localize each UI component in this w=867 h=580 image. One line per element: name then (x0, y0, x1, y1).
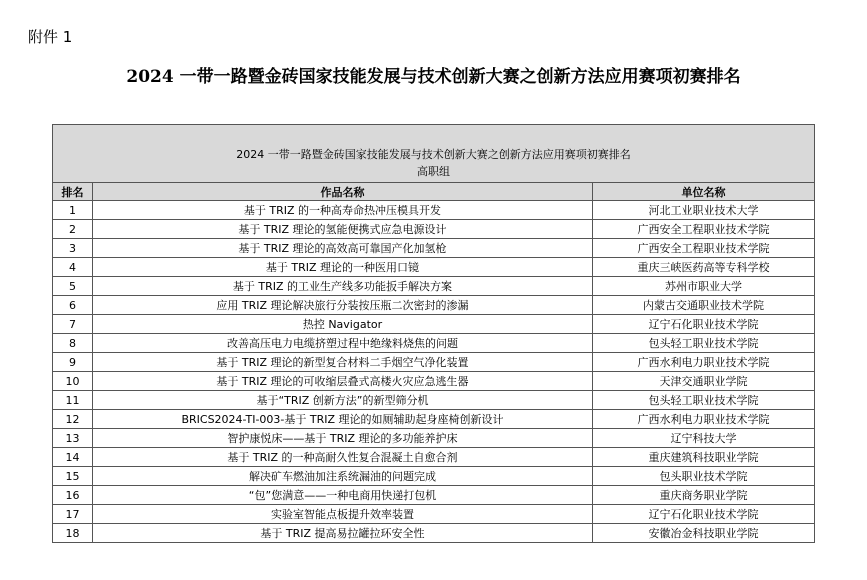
header-rank: 排名 (53, 183, 93, 201)
table-title: 2024 一带一路暨金砖国家技能发展与技术创新大赛之创新方法应用赛项初赛排名 (236, 148, 631, 161)
cell-unit-name: 重庆建筑科技职业学院 (593, 448, 815, 467)
table-row (53, 220, 815, 239)
cell-unit-name: 辽宁石化职业技术学院 (593, 505, 815, 524)
table-row (53, 372, 815, 391)
cell-rank: 16 (53, 486, 93, 505)
cell-work-name: 基于 TRIZ 理论的氢能便携式应急电源设计 (93, 220, 593, 239)
cell-unit-name: 包头轻工职业技术学院 (593, 391, 815, 410)
cell-rank: 17 (53, 505, 93, 524)
cell-rank: 1 (53, 201, 93, 220)
cell-work-name: 基于 TRIZ 的一种高寿命热冲压模具开发 (93, 201, 593, 220)
attachment-label: 附件 1 (28, 28, 73, 46)
table-row (53, 296, 815, 315)
cell-rank: 10 (53, 372, 93, 391)
cell-rank: 12 (53, 410, 93, 429)
cell-rank: 6 (53, 296, 93, 315)
cell-work-name: 热控 Navigator (93, 315, 593, 334)
table-row (53, 391, 815, 410)
table-header-row (53, 183, 815, 201)
table-row (53, 524, 815, 543)
table-row (53, 410, 815, 429)
cell-work-name: 基于 TRIZ 理论的新型复合材料二手烟空气净化装置 (93, 353, 593, 372)
cell-unit-name: 安徽冶金科技职业学院 (593, 524, 815, 543)
cell-rank: 5 (53, 277, 93, 296)
table-banner (53, 125, 815, 183)
cell-work-name: 实验室智能点板提升效率装置 (93, 505, 593, 524)
cell-work-name: 基于“TRIZ 创新方法”的新型筛分机 (93, 391, 593, 410)
cell-unit-name: 重庆商务职业学院 (593, 486, 815, 505)
cell-unit-name: 天津交通职业学院 (593, 372, 815, 391)
cell-unit-name: 广西安全工程职业技术学院 (593, 239, 815, 258)
cell-rank: 14 (53, 448, 93, 467)
table-group: 高职组 (417, 165, 450, 178)
header-work-name: 作品名称 (93, 183, 593, 201)
table-row (53, 239, 815, 258)
cell-work-name: 基于 TRIZ 提高易拉罐拉环安全性 (93, 524, 593, 543)
cell-work-name: 基于 TRIZ 理论的一种医用口镜 (93, 258, 593, 277)
table-banner-row (53, 125, 815, 183)
table-row (53, 277, 815, 296)
cell-unit-name: 苏州市职业大学 (593, 277, 815, 296)
cell-work-name: 解决矿车燃油加注系统漏油的问题完成 (93, 467, 593, 486)
cell-unit-name: 重庆三峡医药高等专科学校 (593, 258, 815, 277)
cell-rank: 18 (53, 524, 93, 543)
cell-rank: 4 (53, 258, 93, 277)
table-row (53, 467, 815, 486)
cell-rank: 9 (53, 353, 93, 372)
cell-work-name: 基于 TRIZ 的工业生产线多功能扳手解决方案 (93, 277, 593, 296)
ranking-table (52, 124, 815, 543)
cell-rank: 15 (53, 467, 93, 486)
document-title: 2024 一带一路暨金砖国家技能发展与技术创新大赛之创新方法应用赛项初赛排名 (126, 67, 741, 87)
cell-work-name: 基于 TRIZ 的一种高耐久性复合混凝土自愈合剂 (93, 448, 593, 467)
table-row (53, 448, 815, 467)
cell-unit-name: 河北工业职业技术大学 (593, 201, 815, 220)
cell-rank: 11 (53, 391, 93, 410)
cell-work-name: “包”您满意——一种电商用快递打包机 (93, 486, 593, 505)
table-row (53, 429, 815, 448)
cell-unit-name: 辽宁石化职业技术学院 (593, 315, 815, 334)
cell-unit-name: 包头职业技术学院 (593, 467, 815, 486)
cell-unit-name: 包头轻工职业技术学院 (593, 334, 815, 353)
cell-unit-name: 辽宁科技大学 (593, 429, 815, 448)
cell-work-name: 改善高压电力电缆挤塑过程中绝缘料烧焦的问题 (93, 334, 593, 353)
cell-work-name: 智护康悦床——基于 TRIZ 理论的多功能养护床 (93, 429, 593, 448)
cell-unit-name: 广西安全工程职业技术学院 (593, 220, 815, 239)
cell-work-name: 基于 TRIZ 理论的高效高可靠国产化加氢枪 (93, 239, 593, 258)
table-row (53, 353, 815, 372)
table-row (53, 258, 815, 277)
cell-work-name: BRICS2024-TI-003-基于 TRIZ 理论的如厕辅助起身座椅创新设计 (93, 410, 593, 429)
table-row (53, 334, 815, 353)
cell-unit-name: 广西水利电力职业技术学院 (593, 353, 815, 372)
cell-rank: 3 (53, 239, 93, 258)
cell-rank: 13 (53, 429, 93, 448)
header-unit-name: 单位名称 (593, 183, 815, 201)
cell-unit-name: 内蒙古交通职业技术学院 (593, 296, 815, 315)
table-row (53, 486, 815, 505)
cell-rank: 7 (53, 315, 93, 334)
table-row (53, 505, 815, 524)
table-row (53, 201, 815, 220)
cell-rank: 8 (53, 334, 93, 353)
table-row (53, 315, 815, 334)
cell-rank: 2 (53, 220, 93, 239)
cell-unit-name: 广西水利电力职业技术学院 (593, 410, 815, 429)
cell-work-name: 应用 TRIZ 理论解决旅行分装按压瓶二次密封的渗漏 (93, 296, 593, 315)
cell-work-name: 基于 TRIZ 理论的可收缩层叠式高楼火灾应急逃生器 (93, 372, 593, 391)
